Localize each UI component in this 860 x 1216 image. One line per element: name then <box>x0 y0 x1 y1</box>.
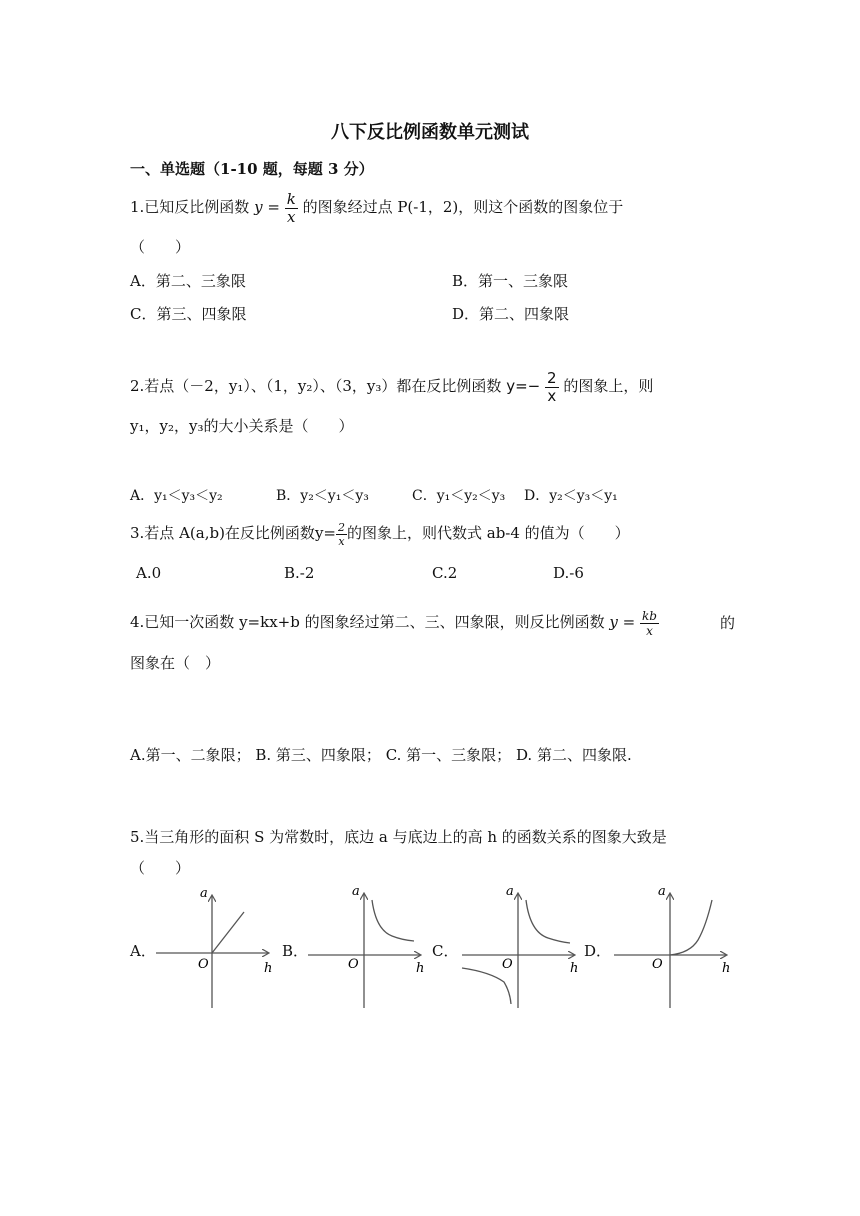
q4-line2: 图象在（ ） <box>130 654 221 672</box>
q2-numerator: 2 <box>546 368 557 387</box>
q1-answer-paren: （ ） <box>130 238 191 256</box>
q1-text-post: 的图象经过点 P(-1，2)，则这个函数的图象位于 <box>302 198 624 216</box>
graph-b-axis-x: h <box>416 961 425 976</box>
q3-denominator: x <box>338 534 345 548</box>
q2-text-pre: 2.若点（－2，y₁）、（1，y₂）、（3，y₃）都在反比例函数 <box>130 377 502 395</box>
q3-option-b[interactable]: B.-2 <box>284 564 315 582</box>
q3-text-pre: 3.若点 A(a,b)在反比例函数 <box>130 524 315 542</box>
graph-c-curve-left <box>462 968 511 1004</box>
q1-option-b[interactable]: B．第一、三象限 <box>452 272 569 290</box>
q4-numerator: kb <box>642 608 657 623</box>
q1-equation: y = <box>254 198 280 216</box>
q2-option-d[interactable]: D．y₂＜y₃＜y₁ <box>524 488 618 504</box>
q5-option-a-label[interactable]: A． <box>130 942 156 960</box>
q5-option-b-label[interactable]: B． <box>282 942 309 960</box>
question-5: 5.当三角形的面积 S 为常数时，底边 a 与底边上的高 h 的函数关系的图象大致是 <box>130 828 667 846</box>
graph-b-origin: O <box>348 957 359 972</box>
graph-a <box>156 896 268 1008</box>
q2-equation: y=− <box>506 377 541 395</box>
graph-d-origin: O <box>652 957 663 972</box>
q1-numerator: k <box>286 189 296 208</box>
graph-b-axis-y: a <box>352 884 360 899</box>
q4-denominator: x <box>646 623 653 638</box>
q3-numerator: 2 <box>337 520 345 534</box>
q2-option-a[interactable]: A．y₁＜y₃＜y₂ <box>130 488 223 504</box>
graph-b-curve <box>372 900 414 941</box>
q4-text-pre: 4.已知一次函数 y=kx+b 的图象经过第二、三、四象限，则反比例函数 <box>130 613 605 631</box>
q4-equation: y = <box>609 613 636 631</box>
q5-option-d-label[interactable]: D． <box>584 942 612 960</box>
q2-text-post: 的图象上，则 <box>563 377 654 395</box>
graph-a-origin: O <box>198 957 209 972</box>
q1-option-c[interactable]: C．第三、四象限 <box>130 305 247 323</box>
graph-b <box>308 894 420 1008</box>
graph-a-axis-x: h <box>264 961 273 976</box>
graph-c-axis-y: a <box>506 884 514 899</box>
q3-text-post: 的图象上，则代数式 ab-4 的值为（ ） <box>346 524 630 542</box>
graph-c <box>462 894 574 1008</box>
graph-a-axis-y: a <box>200 886 208 901</box>
q3-option-d[interactable]: D.-6 <box>553 564 584 582</box>
q1-option-d[interactable]: D．第二、四象限 <box>452 305 570 323</box>
graph-d-curve <box>670 900 712 955</box>
graph-c-curve-right <box>526 900 570 943</box>
q1-option-a[interactable]: A．第二、三象限 <box>130 272 246 290</box>
q2-denominator: x <box>547 386 557 405</box>
q1-denominator: x <box>287 207 296 226</box>
q2-line2: y₁，y₂，y₃的大小关系是（ ） <box>130 417 354 435</box>
q5-option-c-label[interactable]: C． <box>432 942 459 960</box>
q3-equation: y= <box>314 524 336 542</box>
q3-option-a[interactable]: A.0 <box>136 564 162 582</box>
q1-text-pre: 1.已知反比例函数 <box>130 198 250 216</box>
q5-answer-paren: （ ） <box>130 859 191 877</box>
graph-c-origin: O <box>502 957 513 972</box>
q2-option-b[interactable]: B．y₂＜y₁＜y₃ <box>276 488 369 504</box>
q4-de: 的 <box>720 614 736 632</box>
q3-option-c[interactable]: C.2 <box>432 564 458 582</box>
page-title: 八下反比例函数单元测试 <box>331 122 529 143</box>
q4-options[interactable]: A.第一、二象限； B. 第三、四象限； C. 第一、三象限； D. 第二、四象限. <box>130 746 632 764</box>
graph-c-axis-x: h <box>570 961 579 976</box>
graph-d-axis-x: h <box>722 961 731 976</box>
section-heading: 一、单选题（1-10 题，每题 3 分） <box>130 160 374 178</box>
graph-d <box>614 894 726 1008</box>
q2-option-c[interactable]: C．y₁＜y₂＜y₃ <box>412 488 506 504</box>
graph-a-line <box>212 912 244 953</box>
graph-d-axis-y: a <box>658 884 666 899</box>
